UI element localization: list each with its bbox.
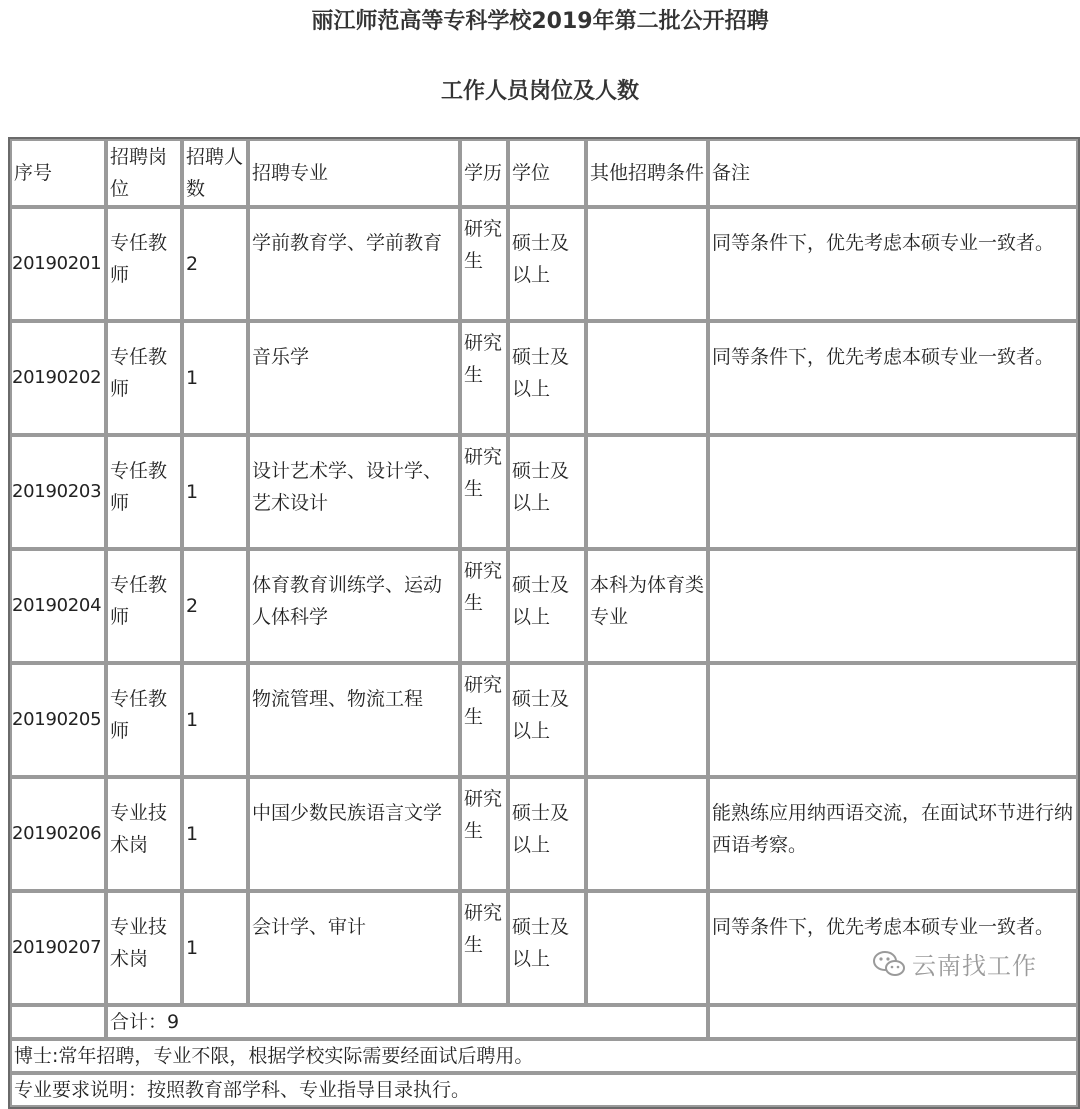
cell-major: 设计艺术学、设计学、艺术设计 bbox=[248, 435, 460, 549]
total-empty-cell bbox=[10, 1005, 106, 1039]
cell-degree: 硕士及以上 bbox=[508, 663, 586, 777]
cell-count: 1 bbox=[182, 891, 248, 1005]
cell-seq: 20190203 bbox=[10, 435, 106, 549]
note-phd: 博士:常年招聘，专业不限，根据学校实际需要经面试后聘用。 bbox=[10, 1039, 1078, 1073]
cell-position: 专任教师 bbox=[106, 663, 182, 777]
header-remark: 备注 bbox=[708, 139, 1078, 207]
cell-count: 1 bbox=[182, 663, 248, 777]
cell-remark bbox=[708, 549, 1078, 663]
cell-degree: 硕士及以上 bbox=[508, 777, 586, 891]
header-position: 招聘岗位 bbox=[106, 139, 182, 207]
cell-remark: 能熟练应用纳西语交流，在面试环节进行纳西语考察。 bbox=[708, 777, 1078, 891]
document-title: 丽江师范高等专科学校2019年第二批公开招聘 bbox=[311, 9, 769, 34]
table-row bbox=[10, 663, 1078, 777]
cell-remark: 同等条件下，优先考虑本硕专业一致者。 bbox=[708, 891, 1078, 1005]
wechat-icon bbox=[872, 949, 906, 979]
cell-position: 专任教师 bbox=[106, 321, 182, 435]
cell-position: 专任教师 bbox=[106, 549, 182, 663]
table-row bbox=[10, 435, 1078, 549]
cell-count: 2 bbox=[182, 207, 248, 321]
cell-seq: 20190207 bbox=[10, 891, 106, 1005]
cell-education: 研究生 bbox=[460, 549, 508, 663]
cell-remark bbox=[708, 435, 1078, 549]
note-major-requirement: 专业要求说明：按照教育部学科、专业指导目录执行。 bbox=[10, 1073, 1078, 1107]
cell-remark: 同等条件下，优先考虑本硕专业一致者。 bbox=[708, 321, 1078, 435]
cell-remark bbox=[708, 663, 1078, 777]
cell-degree: 硕士及以上 bbox=[508, 207, 586, 321]
table-header-row bbox=[10, 139, 1078, 207]
cell-count: 1 bbox=[182, 321, 248, 435]
cell-seq: 20190201 bbox=[10, 207, 106, 321]
cell-major: 学前教育学、学前教育 bbox=[248, 207, 460, 321]
cell-education: 研究生 bbox=[460, 207, 508, 321]
table-row bbox=[10, 549, 1078, 663]
watermark-text: 云南找工作 bbox=[912, 952, 1037, 980]
table-row bbox=[10, 207, 1078, 321]
table-note-row bbox=[10, 1073, 1078, 1107]
cell-seq: 20190206 bbox=[10, 777, 106, 891]
cell-count: 1 bbox=[182, 435, 248, 549]
cell-education: 研究生 bbox=[460, 321, 508, 435]
cell-major: 体育教育训练学、运动人体科学 bbox=[248, 549, 460, 663]
cell-seq: 20190205 bbox=[10, 663, 106, 777]
header-education: 学历 bbox=[460, 139, 508, 207]
cell-other bbox=[586, 321, 708, 435]
cell-other bbox=[586, 891, 708, 1005]
cell-remark: 同等条件下，优先考虑本硕专业一致者。 bbox=[708, 207, 1078, 321]
table-total-row bbox=[10, 1005, 1078, 1039]
total-remark-cell bbox=[708, 1005, 1078, 1039]
cell-education: 研究生 bbox=[460, 663, 508, 777]
table-row bbox=[10, 321, 1078, 435]
cell-major: 会计学、审计 bbox=[248, 891, 460, 1005]
watermark bbox=[872, 946, 1037, 981]
cell-position: 专业技术岗 bbox=[106, 891, 182, 1005]
cell-education: 研究生 bbox=[460, 777, 508, 891]
header-seq: 序号 bbox=[10, 139, 106, 207]
cell-degree: 硕士及以上 bbox=[508, 321, 586, 435]
cell-major: 中国少数民族语言文学 bbox=[248, 777, 460, 891]
cell-other: 本科为体育类专业 bbox=[586, 549, 708, 663]
cell-major: 音乐学 bbox=[248, 321, 460, 435]
document-subtitle: 工作人员岗位及人数 bbox=[440, 79, 639, 104]
header-other: 其他招聘条件 bbox=[586, 139, 708, 207]
table-note-row bbox=[10, 1039, 1078, 1073]
cell-degree: 硕士及以上 bbox=[508, 891, 586, 1005]
cell-other bbox=[586, 435, 708, 549]
header-count: 招聘人数 bbox=[182, 139, 248, 207]
table-row bbox=[10, 777, 1078, 891]
cell-education: 研究生 bbox=[460, 891, 508, 1005]
cell-count: 1 bbox=[182, 777, 248, 891]
cell-position: 专业技术岗 bbox=[106, 777, 182, 891]
cell-position: 专任教师 bbox=[106, 207, 182, 321]
cell-education: 研究生 bbox=[460, 435, 508, 549]
cell-position: 专任教师 bbox=[106, 435, 182, 549]
cell-other bbox=[586, 663, 708, 777]
cell-count: 2 bbox=[182, 549, 248, 663]
cell-seq: 20190202 bbox=[10, 321, 106, 435]
cell-other bbox=[586, 777, 708, 891]
cell-major: 物流管理、物流工程 bbox=[248, 663, 460, 777]
cell-other bbox=[586, 207, 708, 321]
cell-degree: 硕士及以上 bbox=[508, 435, 586, 549]
header-major: 招聘专业 bbox=[248, 139, 460, 207]
cell-degree: 硕士及以上 bbox=[508, 549, 586, 663]
cell-seq: 20190204 bbox=[10, 549, 106, 663]
total-count: 合计：9 bbox=[106, 1005, 708, 1039]
header-degree: 学位 bbox=[508, 139, 586, 207]
